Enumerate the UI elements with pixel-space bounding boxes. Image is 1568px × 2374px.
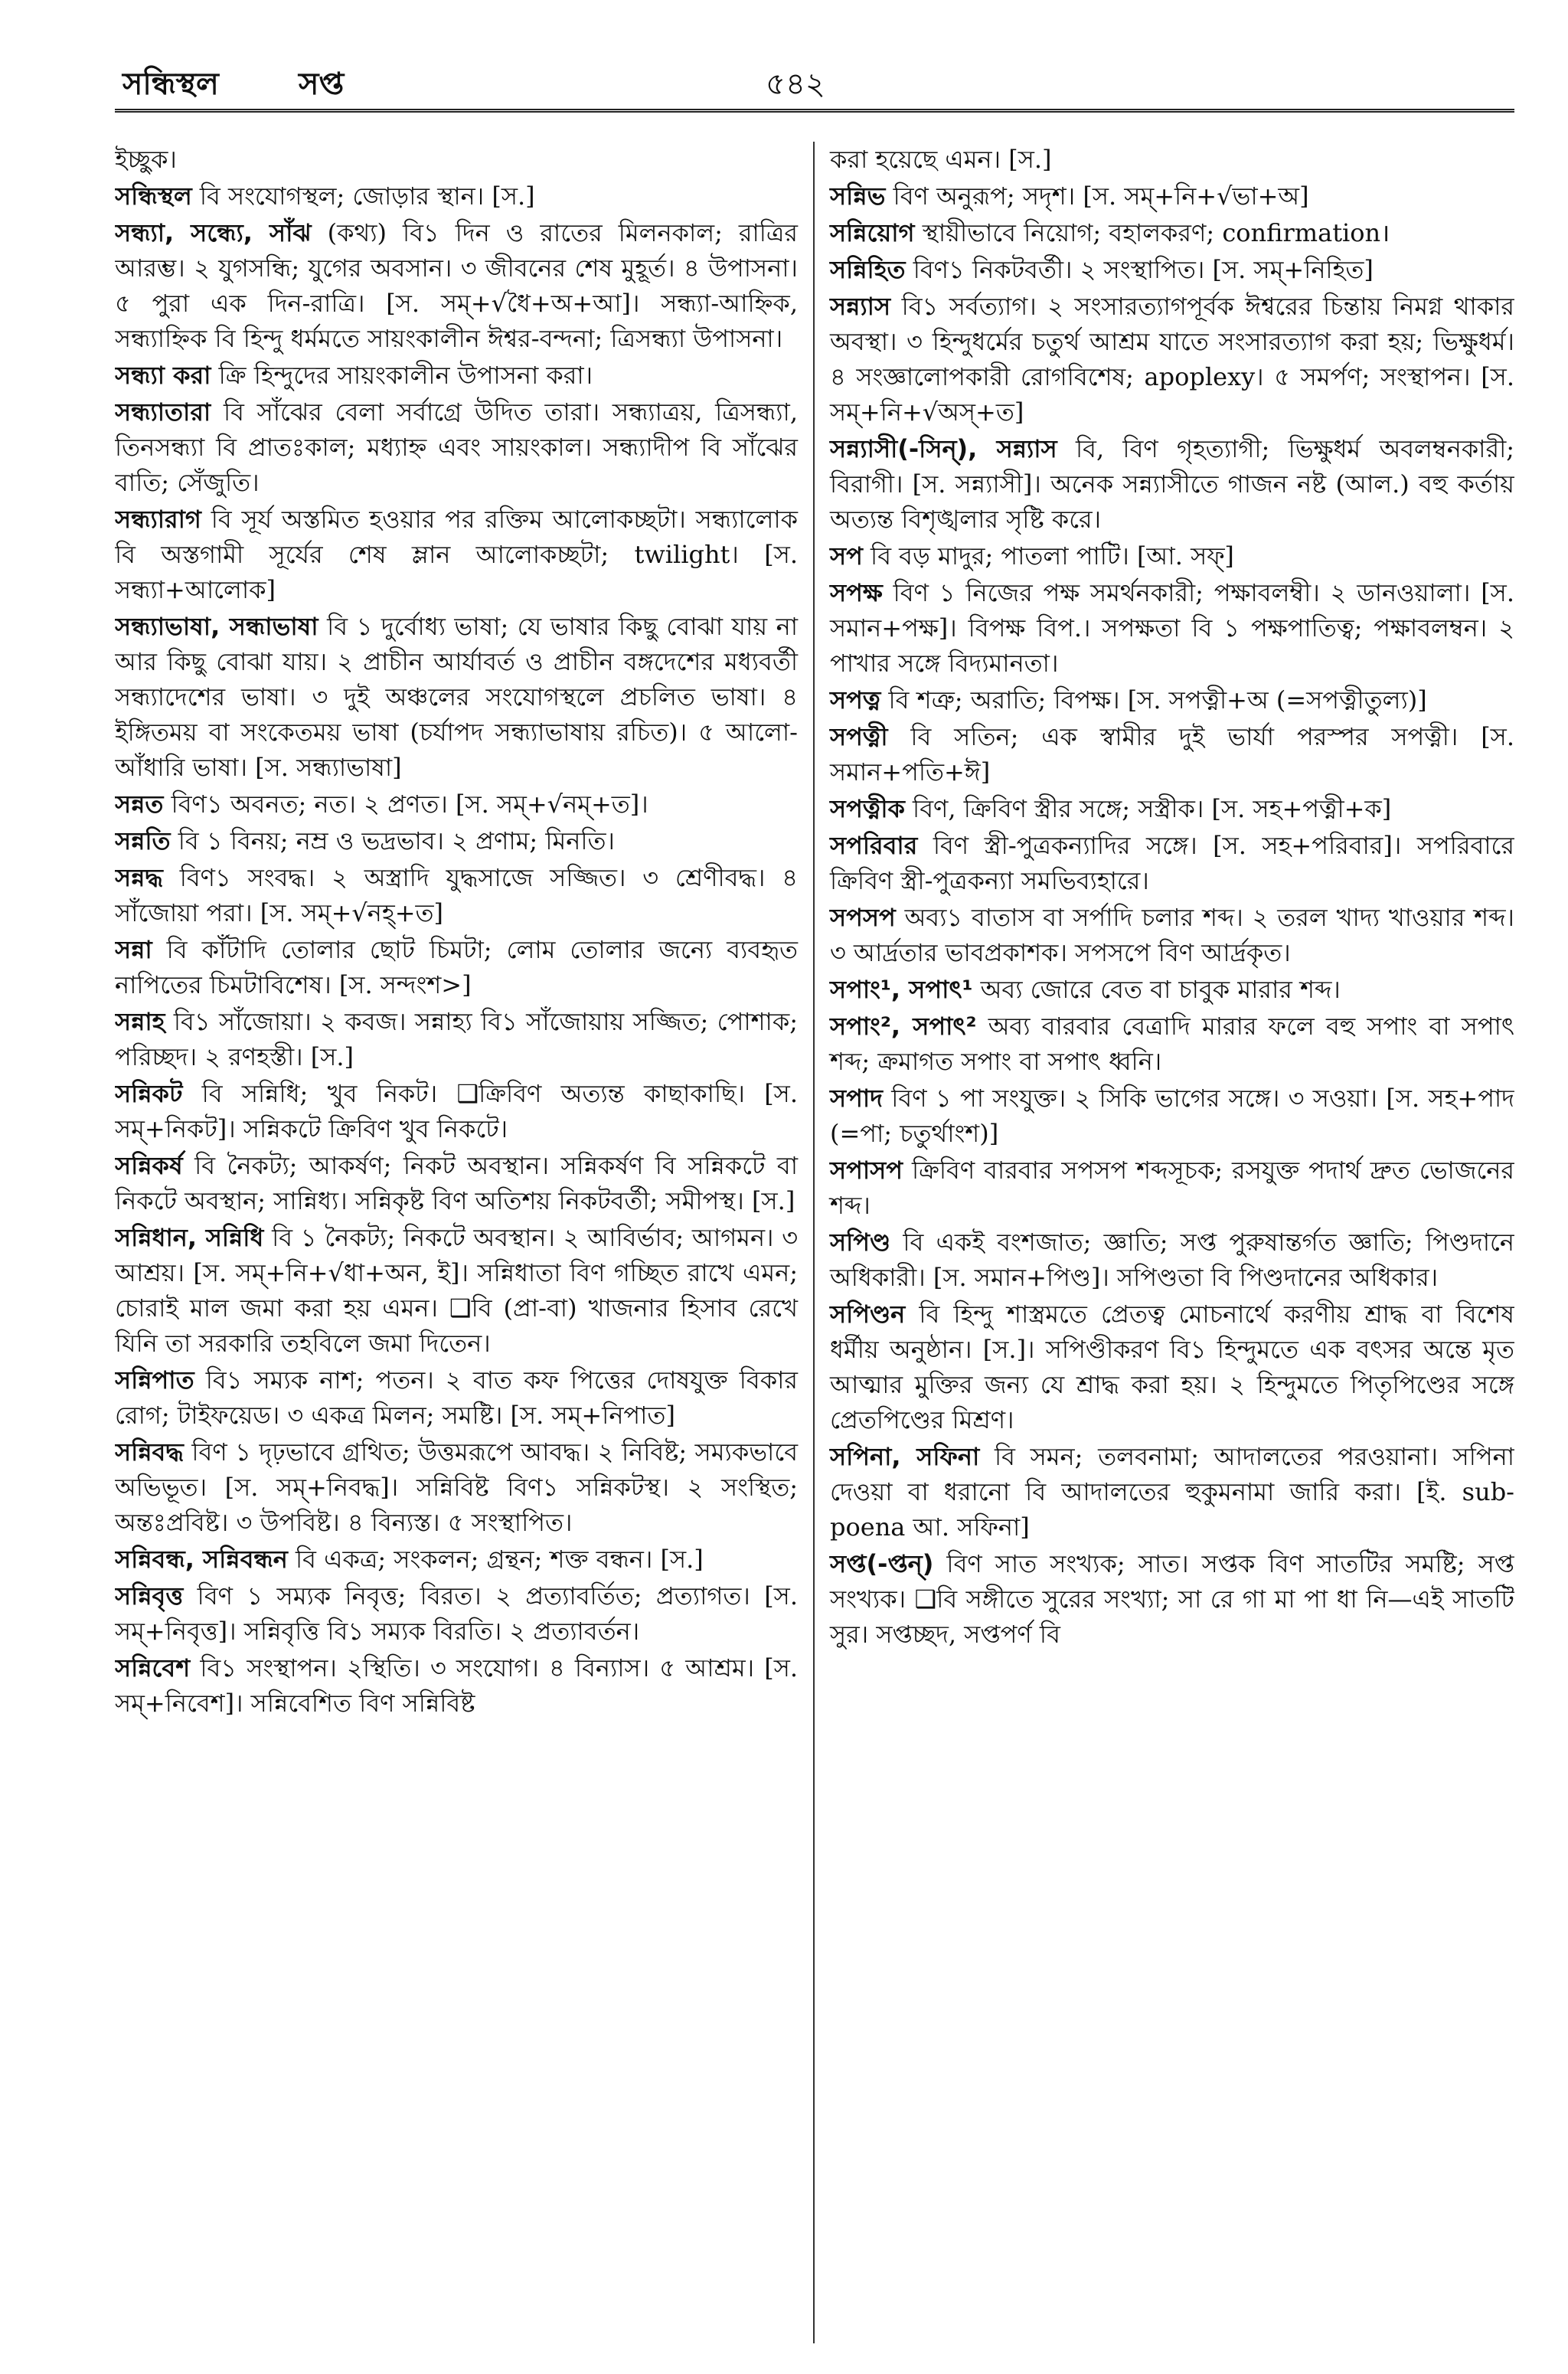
dictionary-entry bbox=[830, 682, 1514, 718]
entry-definition: বিণ ১ নিজের পক্ষ সমর্থনকারী; পক্ষাবলম্বী। ২ ডানওয়ালা। [স. সমান+পক্ষ]। বিপক্ষ বিপ.। সপক্ষতা বি ১ পক্ষপাতিত্ব; পক্ষাবলম্বন। ২ পাখার সঙ্গে বিদ্যমানতা। bbox=[830, 578, 1514, 678]
entry-headword: সন্নতি bbox=[115, 826, 171, 855]
entry-headword: সপাদ bbox=[830, 1084, 883, 1113]
entry-definition: বি বড় মাদুর; পাতলা পাটি। [আ. সফ্] bbox=[871, 541, 1234, 571]
entry-definition: বিণ১ অবনত; নত। ২ প্রণত। [স. সম্+√নম্+ত]। bbox=[171, 790, 648, 819]
entry-definition: বি সাঁঝের বেলা সর্বাগ্রে উদিত তারা। সন্ধ্যাত্রয়, ত্রিসন্ধ্যা, তিনসন্ধ্যা বি প্রাতঃকাল; মধ্যাহ্ন এবং সায়ংকাল। সন্ধ্যাদীপ বি সাঁঝের বাতি; সেঁজুতি। bbox=[115, 397, 799, 497]
dictionary-entry bbox=[830, 252, 1514, 287]
dictionary-entry bbox=[115, 1434, 798, 1540]
dictionary-entry bbox=[115, 609, 798, 785]
entry-definition: বি সতিন; এক স্বামীর দুই ভার্যা পরস্পর সপত্নী। [স. সমান+পতি+ঈ] bbox=[830, 722, 1514, 786]
entry-headword: সন্ধ্যা, সন্ধ্যে, সাঁঝ bbox=[115, 218, 312, 247]
entry-definition: বিণ১ নিকটবর্তী। ২ সংস্থাপিত। [স. সম্+নিহিত] bbox=[913, 255, 1374, 284]
entry-definition: বি হিন্দু শাস্ত্রমতে প্রেতত্ব মোচনার্থে করণীয় শ্রাদ্ধ বা বিশেষ ধর্মীয় অনুষ্ঠান। [স.]। সপিণ্ডীকরণ বি১ হিন্দুমতে এক বৎসর অন্তে মৃত আত্মার মুক্তির জন্য যে শ্রাদ্ধ করা হয়। ২ হিন্দুমতে পিতৃপিণ্ডের সঙ্গে প্রেতপিণ্ডের মিশ্রণ। bbox=[830, 1300, 1514, 1434]
entry-definition: বিণ ১ সম্যক নিবৃত্ত; বিরত। ২ প্রত্যাবর্তিত; প্রত্যাগত। [স. সম্+নিবৃত্ত]। সন্নিবৃত্তি বি১ সম্যক বিরতি। ২ প্রত্যাবর্তন। bbox=[115, 1581, 798, 1646]
guide-word-right: সপ্ত bbox=[299, 67, 345, 102]
dictionary-entry bbox=[115, 932, 798, 1002]
dictionary-entry bbox=[115, 1650, 798, 1721]
entry-headword: সপিণ্ডন bbox=[830, 1300, 906, 1329]
dictionary-entry bbox=[830, 178, 1514, 214]
entry-definition: অব্য জোরে বেত বা চাবুক মারার শব্দ। bbox=[980, 975, 1341, 1004]
entry-definition: বিণ ১ পা সংযুক্ত। ২ সিকি ভাগের সঙ্গে। ৩ সওয়া। [স. সহ+পাদ (=পা; চতুর্থাংশ)] bbox=[830, 1084, 1514, 1148]
dictionary-entry bbox=[115, 1004, 798, 1074]
dictionary-entry bbox=[115, 1542, 798, 1577]
entry-headword: সপক্ষ bbox=[830, 578, 883, 607]
entry-definition: বি ১ নৈকট্য; নিকটে অবস্থান। ২ আবির্ভাব; আগমন। ৩ আশ্রয়। [স. সম্+নি+√ধা+অন, ই]। সন্নিধাতা বিণ গচ্ছিত রাখে এমন; চোরাই মাল জমা করা হয় এমন। ❑বি (প্রা-বা) খাজনার হিসাব রেখে যিনি তা সরকারি তহবিলে জমা দিতেন। bbox=[115, 1223, 798, 1358]
entry-headword: সপসপ bbox=[830, 903, 896, 932]
dictionary-entry bbox=[115, 1362, 798, 1433]
page-header bbox=[115, 46, 1514, 115]
dictionary-entry bbox=[830, 828, 1514, 898]
dictionary-entry bbox=[115, 786, 798, 822]
entry-headword: সন্নদ্ধ bbox=[115, 863, 163, 892]
dictionary-entry bbox=[830, 1439, 1514, 1545]
entry-headword: সপাসপ bbox=[830, 1156, 903, 1185]
dictionary-entry bbox=[115, 394, 798, 500]
entry-headword: সন্ধ্যাতারা bbox=[115, 397, 211, 427]
entry-headword: সপরিবার bbox=[830, 831, 918, 860]
entry-definition: বি সমন; তলবনামা; আদালতের পরওয়ানা। সপিনা দেওয়া বা ধরানো বি আদালতের হুকুমনামা জারি করা। [ই. sub-poena আ. সফিনা] bbox=[830, 1442, 1514, 1542]
entry-definition: বি সূর্য অস্তমিত হওয়ার পর রক্তিম আলোকচ্ছটা। সন্ধ্যালোক বি অস্তগামী সূর্যের শেষ ম্লান আলোকচ্ছটা; twilight। [স. সন্ধ্যা+আলোক] bbox=[115, 505, 798, 604]
entry-headword: সপিণ্ড bbox=[830, 1228, 891, 1257]
header-rule bbox=[115, 109, 1514, 113]
entry-definition: বিণ১ সংবদ্ধ। ২ অস্ত্রাদি যুদ্ধসাজে সজ্জিত। ৩ শ্রেণীবদ্ধ। ৪ সাঁজোয়া পরা। [স. সম্+√নহ্+ত] bbox=[115, 863, 798, 927]
entry-headword: সপ bbox=[830, 541, 863, 571]
entry-definition: অব্য১ বাতাস বা সর্পাদি চলার শব্দ। ২ তরল খাদ্য খাওয়ার শব্দ। ৩ আর্দ্রতার ভাবপ্রকাশক। সপসপে বিণ আর্দ্রকৃত। bbox=[830, 903, 1514, 967]
entry-headword: সপাং¹, সপাৎ¹ bbox=[830, 975, 973, 1004]
page-number: ৫৪২ bbox=[766, 67, 825, 102]
dictionary-entry bbox=[830, 900, 1514, 970]
dictionary-entry bbox=[830, 1546, 1514, 1652]
entry-headword: সন্ন্যাস bbox=[830, 292, 891, 321]
guide-word-left: সন্ধিস্থল bbox=[122, 67, 219, 102]
entry-headword: সপাং², সপাৎ² bbox=[830, 1012, 977, 1041]
entry-definition: অব্য বারবার বেত্রাদি মারার ফলে বহু সপাং বা সপাৎ শব্দ; ক্রমাগত সপাং বা সপাৎ ধ্বনি। bbox=[830, 1012, 1514, 1076]
entry-headword: সন্নিবেশ bbox=[115, 1653, 191, 1682]
dictionary-entry bbox=[830, 719, 1514, 790]
entry-headword: সন্নত bbox=[115, 790, 164, 819]
dictionary-entry bbox=[830, 538, 1514, 574]
entry-headword: সন্ধ্যা করা bbox=[115, 361, 211, 390]
entry-definition: বি, বিণ গৃহত্যাগী; ভিক্ষুধর্ম অবলম্বনকারী; বিরাগী। [স. সন্ন্যাসী]। অনেক সন্ন্যাসীতে গাজন নষ্ট (আল.) বহু কর্তায় অত্যন্ত বিশৃঙ্খলার সৃষ্টি করে। bbox=[830, 434, 1514, 534]
entry-definition: বিণ, ক্রিবিণ স্ত্রীর সঙ্গে; সস্ত্রীক। [স. সহ+পত্নী+ক] bbox=[913, 794, 1392, 823]
entry-headword: সন্ন্যাসী(-সিন্), সন্ন্যাস bbox=[830, 434, 1057, 463]
entry-headword: সপত্নীক bbox=[830, 794, 905, 823]
entry-headword: সন্নিয়োগ bbox=[830, 218, 915, 247]
dictionary-entry bbox=[830, 575, 1514, 681]
dictionary-entry bbox=[830, 791, 1514, 826]
entry-headword: সন্নিভ bbox=[830, 181, 886, 211]
entry-definition: করা হয়েছে এমন। [স.] bbox=[830, 145, 1052, 174]
entry-headword: সন্নিবৃত্ত bbox=[115, 1581, 184, 1610]
dictionary-entry bbox=[830, 1081, 1514, 1151]
dictionary-entry bbox=[830, 972, 1514, 1007]
dictionary-entry bbox=[115, 178, 798, 214]
entry-definition: ক্রি হিন্দুদের সায়ংকালীন উপাসনা করা। bbox=[218, 361, 593, 390]
dictionary-entry bbox=[115, 860, 798, 930]
entry-definition: বিণ অনুরূপ; সদৃশ। [স. সম্+নি+√ভা+অ] bbox=[893, 181, 1309, 211]
dictionary-entry bbox=[830, 1225, 1514, 1295]
dictionary-entry bbox=[115, 215, 798, 356]
entry-headword: সন্না bbox=[115, 935, 152, 964]
entry-headword: সপত্ন bbox=[830, 685, 881, 714]
entry-definition: বি নৈকট্য; আকর্ষণ; নিকট অবস্থান। সন্নিকর্ষণ বি সন্নিকটে বা নিকটে অবস্থান; সান্নিধ্য। সন্নিকৃষ্ট বিণ অতিশয় নিকটবর্তী; সমীপস্থ। [স.] bbox=[115, 1151, 798, 1215]
entry-definition: ক্রিবিণ বারবার সপসপ শব্দসূচক; রসযুক্ত পদার্থ দ্রুত ভোজনের শব্দ। bbox=[830, 1156, 1514, 1220]
entry-headword: সন্ধ্যারাগ bbox=[115, 505, 201, 534]
dictionary-entry bbox=[830, 215, 1514, 250]
entry-definition: বি১ সর্বত্যাগ। ২ সংসারত্যাগপূর্বক ঈশ্বরের চিন্তায় নিমগ্ন থাকার অবস্থা। ৩ হিন্দুধর্মের চতুর্থ আশ্রম যাতে সংসারত্যাগ করা হয়; ভিক্ষুধর্ম। ৪ সংজ্ঞালোপকারী রোগবিশেষ; apoplexy। ৫ সমর্পণ; সংস্থাপন। [স. সম্+নি+√অস্+ত] bbox=[830, 292, 1514, 427]
entry-definition: স্থায়ীভাবে নিয়োগ; বহালকরণ; confirmation। bbox=[922, 218, 1390, 247]
entry-definition: বি সংযোগস্থল; জোড়ার স্থান। [স.] bbox=[199, 181, 535, 211]
right-column bbox=[815, 142, 1514, 2343]
entry-definition: বি একত্র; সংকলন; গ্রন্থন; শক্ত বন্ধন। [স.] bbox=[296, 1545, 704, 1574]
entry-definition: বিণ স্ত্রী-পুত্রকন্যাদির সঙ্গে। [স. সহ+পরিবার]। সপরিবারে ক্রিবিণ স্ত্রী-পুত্রকন্যা সমভিব্যহারে। bbox=[830, 831, 1514, 895]
entry-definition: বি শত্রু; অরাতি; বিপক্ষ। [স. সপত্নী+অ (=সপত্নীতুল্য)] bbox=[888, 685, 1427, 714]
dictionary-entry bbox=[115, 358, 798, 393]
entry-definition: বি ১ বিনয়; নম্র ও ভদ্রভাব। ২ প্রণাম; মিনতি। bbox=[178, 826, 615, 855]
dictionary-entry bbox=[830, 431, 1514, 537]
dictionary-entry bbox=[115, 1148, 798, 1218]
dictionary-entry bbox=[830, 142, 1514, 177]
entry-definition: বি একই বংশজাত; জ্ঞাতি; সপ্ত পুরুষান্তর্গত জ্ঞাতি; পিণ্ডদানে অধিকারী। [স. সমান+পিণ্ড]। সপিণ্ডতা বি পিণ্ডদানের অধিকার। bbox=[830, 1228, 1514, 1292]
entry-definition: বি কাঁটাদি তোলার ছোট চিমটা; লোম তোলার জন্যে ব্যবহৃত নাপিতের চিমটাবিশেষ। [স. সন্দংশ>] bbox=[115, 935, 799, 999]
entry-headword: সন্নিবদ্ধ bbox=[115, 1437, 184, 1467]
entry-headword: সপিনা, সফিনা bbox=[830, 1442, 980, 1471]
dictionary-entry bbox=[115, 1578, 798, 1649]
entry-definition: বি১ সংস্থাপন। ২স্থিতি। ৩ সংযোগ। ৪ বিন্যাস। ৫ আশ্রম। [স. সম্+নিবেশ]। সন্নিবেশিত বিণ সন্নিবিষ্ট bbox=[115, 1653, 799, 1718]
entry-definition: বিণ ১ দৃঢ়ভাবে গ্রথিত; উত্তমরূপে আবদ্ধ। ২ নিবিষ্ট; সম্যকভাবে অভিভূত। [স. সম্+নিবদ্ধ]। সন্নিবিষ্ট বিণ১ সন্নিকটস্থ। ২ সংস্থিত; অন্তঃপ্রবিষ্ট। ৩ উপবিষ্ট। ৪ বিন্যস্ত। ৫ সংস্থাপিত। bbox=[115, 1437, 798, 1537]
entry-definition: বি ১ দুর্বোধ্য ভাষা; যে ভাষার কিছু বোঝা যায় না আর কিছু বোঝা যায়। ২ প্রাচীন আর্যাবর্ত ও প্রাচীন বঙ্গদেশের মধ্যবর্তী সন্ধ্যাদেশের ভাষা। ৩ দুই অঞ্চলের সংযোগস্থলে প্রচলিত ভাষা। ৪ ইঙ্গিতময় বা সংকেতময় ভাষা (চর্যাপদ সন্ধ্যাভাষায় রচিত)। ৫ আলো-আঁধারি ভাষা। [স. সন্ধ্যাভাষা] bbox=[115, 612, 798, 782]
columns bbox=[115, 142, 1514, 2343]
dictionary-entry bbox=[115, 1220, 798, 1361]
entry-headword: সন্নিকর্ষ bbox=[115, 1151, 183, 1180]
entry-definition: বি১ সাঁজোয়া। ২ কবজ। সন্নাহ্য বি১ সাঁজোয়ায় সজ্জিত; পোশাক; পরিচ্ছদ। ২ রণহস্তী। [স.] bbox=[115, 1007, 798, 1071]
dictionary-entry bbox=[830, 1009, 1514, 1079]
entry-definition: বি১ সম্যক নাশ; পতন। ২ বাত কফ পিত্তের দোষযুক্ত বিকার রোগ; টাইফয়েড। ৩ একত্র মিলন; সমষ্টি। [স. সম্+নিপাত] bbox=[115, 1365, 798, 1430]
entry-definition: বিণ সাত সংখ্যক; সাত। সপ্তক বিণ সাতটির সমষ্টি; সপ্ত সংখ্যক। ❑বি সঙ্গীতে সুরের সংখ্যা; সা রে গা মা পা ধা নি—এই সাতটি সুর। সপ্তচ্ছদ, সপ্তপর্ণ বি bbox=[830, 1549, 1514, 1649]
entry-definition: বি সন্নিধি; খুব নিকট। ❑ক্রিবিণ অত্যন্ত কাছাকাছি। [স. সম্+নিকট]। সন্নিকটে ক্রিবিণ খুব নিকটে। bbox=[115, 1079, 798, 1143]
entry-definition: (কথ্য) বি১ দিন ও রাতের মিলনকাল; রাত্রির আরম্ভ। ২ যুগসন্ধি; যুগের অবসান। ৩ জীবনের শেষ মুহূর্ত। ৪ উপাসনা। ৫ পুরা এক দিন-রাত্রি। [স. সম্+√ধৈ+অ+আ]। সন্ধ্যা-আহ্নিক, সন্ধ্যাহ্নিক বি হিন্দু ধর্মমতে সায়ংকালীন ঈশ্বর-বন্দনা; ত্রিসন্ধ্যা উপাসনা। bbox=[115, 218, 799, 353]
dictionary-entry bbox=[115, 1076, 798, 1146]
entry-headword: সন্ধিস্থল bbox=[115, 181, 192, 211]
entry-headword: সপ্ত(-প্তন্) bbox=[830, 1549, 934, 1578]
dictionary-entry bbox=[830, 1153, 1514, 1223]
dictionary-entry bbox=[830, 1297, 1514, 1437]
entry-headword: সন্নিহিত bbox=[830, 255, 906, 284]
dictionary-entry bbox=[115, 142, 798, 177]
dictionary-entry bbox=[830, 289, 1514, 430]
dictionary-entry bbox=[115, 502, 798, 607]
entry-headword: সন্নিবন্ধ, সন্নিবন্ধন bbox=[115, 1545, 288, 1574]
entry-headword: সন্নিকট bbox=[115, 1079, 183, 1108]
entry-headword: সন্নিধান, সন্নিধি bbox=[115, 1223, 264, 1252]
dictionary-entry bbox=[115, 823, 798, 858]
entry-headword: সন্ধ্যাভাষা, সন্ধাভাষা bbox=[115, 612, 318, 641]
entry-headword: সন্নিপাত bbox=[115, 1365, 194, 1395]
entry-headword: সন্নাহ bbox=[115, 1007, 165, 1036]
left-column bbox=[115, 142, 815, 2343]
entry-definition: ইচ্ছুক। bbox=[115, 145, 177, 174]
entry-headword: সপত্নী bbox=[830, 722, 888, 751]
